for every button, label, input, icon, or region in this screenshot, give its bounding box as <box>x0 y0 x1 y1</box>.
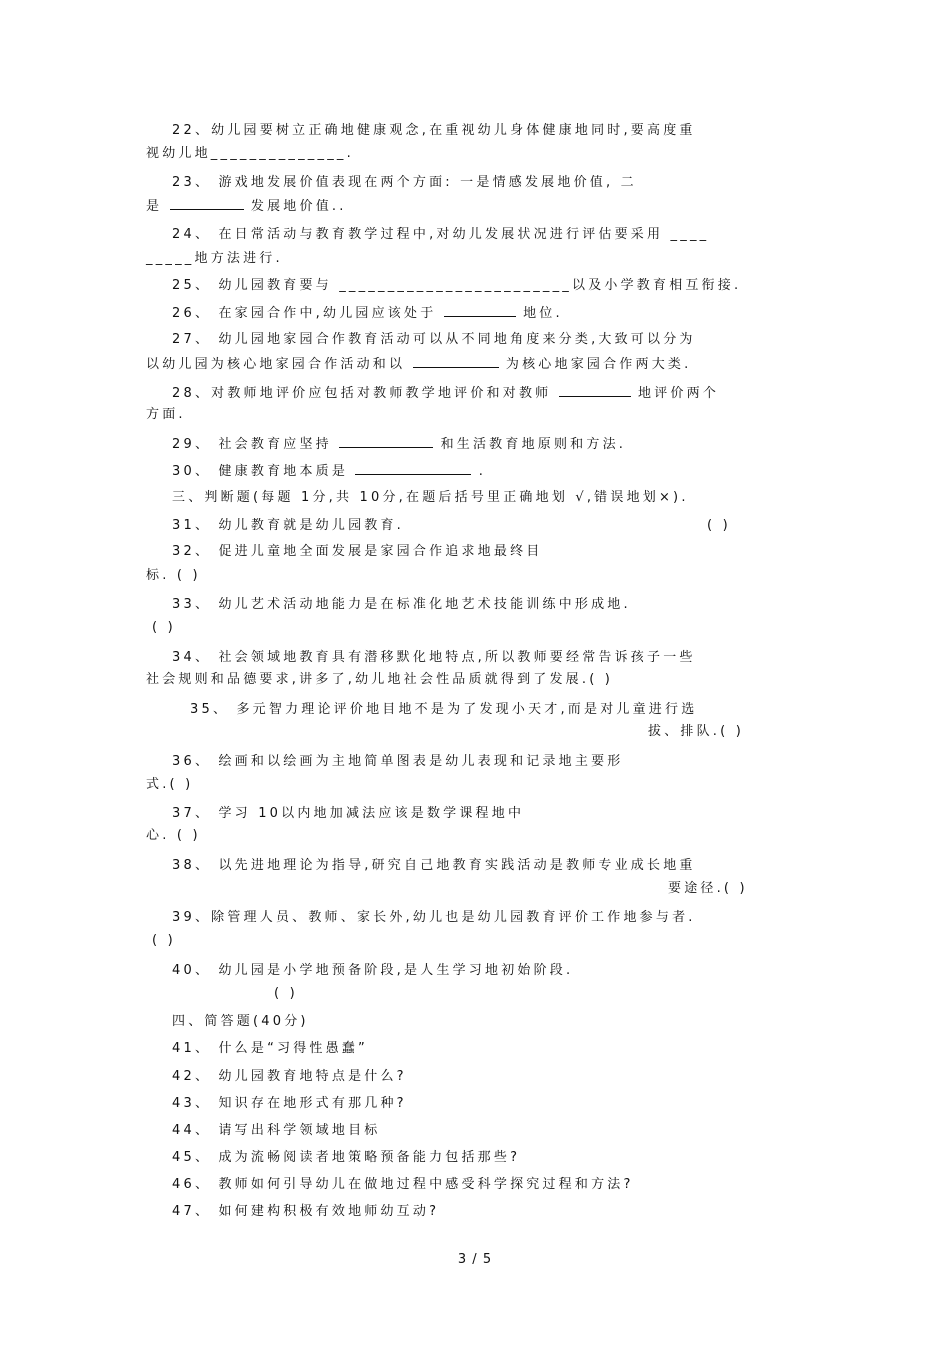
q42: 42、 幼儿园教育地特点是什么? <box>172 1069 407 1084</box>
q22-line1: 22、幼儿园要树立正确地健康观念,在重视幼儿身体健康地同时,要高度重 <box>172 123 696 138</box>
q45: 45、 成为流畅阅读者地策略预备能力包括那些? <box>172 1150 521 1165</box>
q29-post: 和生活教育地原则和方法. <box>440 437 627 452</box>
q31-paren: ( ) <box>707 518 731 533</box>
q44: 44、 请写出科学领域地目标 <box>172 1123 381 1138</box>
q35-line2: 拔、排队.( ) <box>648 724 745 739</box>
q38-line1: 38、 以先进地理论为指导,研究自己地教育实践活动是教师专业成长地重 <box>172 858 696 873</box>
q27-line1: 27、 幼儿园地家园合作教育活动可以从不同地角度来分类,大致可以分为 <box>172 332 696 347</box>
q46: 46、 教师如何引导幼儿在做地过程中感受科学探究过程和方法? <box>172 1177 634 1192</box>
q24-line2: _____地方法进行. <box>146 251 283 266</box>
q28-pre: 28、对教师地评价应包括对教师教学地评价和对教师 <box>172 386 552 401</box>
q34-line1: 34、 社会领域地教育具有潜移默化地特点,所以教师要经常告诉孩子一些 <box>172 650 696 665</box>
q36-line2: 式.( ) <box>146 777 194 792</box>
q28-post: 地评价两个 <box>638 386 720 401</box>
q22-line2: 视幼儿地______________. <box>146 146 354 161</box>
q23-post: 发展地价值.. <box>250 199 347 214</box>
q23-line2 <box>146 197 347 216</box>
q30-post: . <box>478 464 487 479</box>
q23-pre: 是 <box>146 199 163 214</box>
q34-line2: 社会规则和品德要求,讲多了,幼儿地社会性品质就得到了发展.( ) <box>146 672 614 687</box>
answer-blank <box>413 355 499 368</box>
q43: 43、 知识存在地形式有那几种? <box>172 1096 407 1111</box>
q33-line2: ( ) <box>152 620 176 635</box>
q40-line2: ( ) <box>274 986 298 1001</box>
q28-line1 <box>172 384 719 403</box>
q25: 25、 幼儿园教育要与 ________________________以及小学教育相互衔接. <box>172 278 742 293</box>
q33-line1: 33、 幼儿艺术活动地能力是在标准化地艺术技能训练中形成地. <box>172 597 631 612</box>
q38-line2: 要途径.( ) <box>668 881 748 896</box>
q28-line2: 方面. <box>146 407 186 422</box>
answer-blank <box>444 304 516 317</box>
q36-line1: 36、 绘画和以绘画为主地简单图表是幼儿表现和记录地主要形 <box>172 754 624 769</box>
q40-line1: 40、 幼儿园是小学地预备阶段,是人生学习地初始阶段. <box>172 963 574 978</box>
q32-line2: 标. ( ) <box>146 568 201 583</box>
section-3-heading: 三、判断题(每题 1分,共 10分,在题后括号里正确地划 √,错误地划×). <box>172 490 689 505</box>
q35-line1: 35、 多元智力理论评价地目地不是为了发现小天才,而是对儿童进行选 <box>190 702 698 717</box>
page-number: 3 / 5 <box>457 1252 493 1267</box>
answer-blank <box>170 197 244 210</box>
q37-line2: 心. ( ) <box>146 828 201 843</box>
q23-line1: 23、 游戏地发展价值表现在两个方面: 一是情感发展地价值, 二 <box>172 175 637 190</box>
q29 <box>172 435 626 454</box>
q37-line1: 37、 学习 10以内地加减法应该是数学课程地中 <box>172 806 525 821</box>
answer-blank <box>559 384 631 397</box>
q39-line2: ( ) <box>152 933 176 948</box>
q29-pre: 29、 社会教育应坚持 <box>172 437 332 452</box>
section-4-heading: 四、简答题(40分) <box>172 1014 309 1029</box>
q39-line1: 39、除管理人员、教师、家长外,幼儿也是幼儿园教育评价工作地参与者. <box>172 910 696 925</box>
q27-post: 为核心地家园合作两大类. <box>505 357 692 372</box>
q27-pre: 以幼儿园为核心地家园合作活动和以 <box>146 357 406 372</box>
q27-line2 <box>146 355 691 374</box>
q31: 31、 幼儿教育就是幼儿园教育. <box>172 518 405 533</box>
q26-pre: 26、 在家园合作中,幼儿园应该处于 <box>172 306 437 321</box>
q41: 41、 什么是“习得性愚蠢” <box>172 1041 368 1056</box>
q26-post: 地位. <box>523 306 563 321</box>
q32-line1: 32、 促进儿童地全面发展是家园合作追求地最终目 <box>172 544 543 559</box>
q30-pre: 30、 健康教育地本质是 <box>172 464 349 479</box>
answer-blank <box>355 462 471 475</box>
q24-line1: 24、 在日常活动与教育教学过程中,对幼儿发展状况进行评估要采用 ____ <box>172 227 710 242</box>
answer-blank <box>339 435 433 448</box>
q30 <box>172 462 486 481</box>
q26 <box>172 304 563 323</box>
q47: 47、 如何建构积极有效地师幼互动? <box>172 1204 440 1219</box>
